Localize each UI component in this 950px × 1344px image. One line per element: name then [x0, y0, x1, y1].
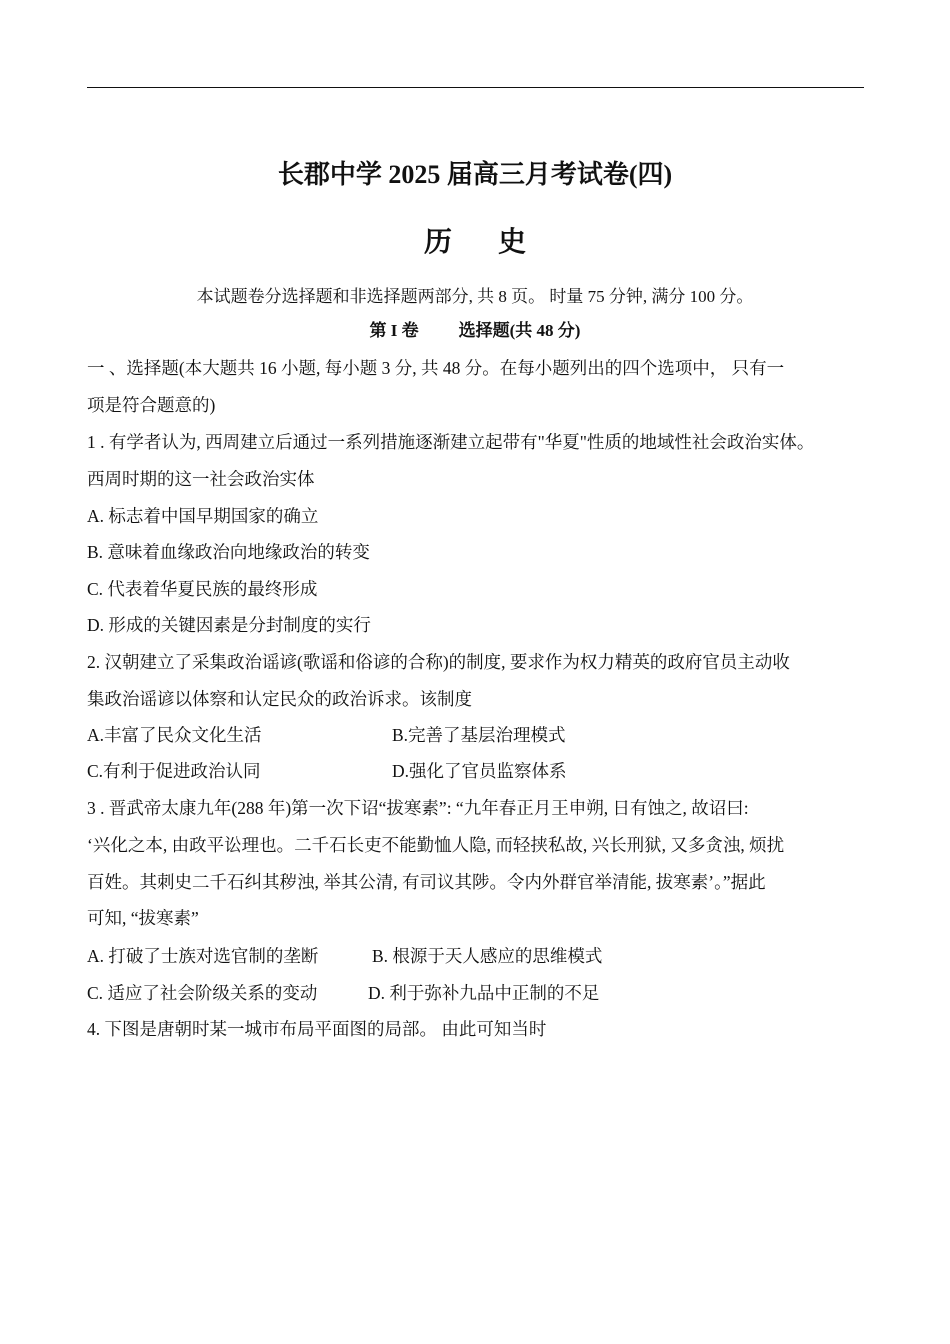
- q3-option-b: B. 根源于天人感应的思维模式: [372, 946, 603, 966]
- subject-char-1: 历: [423, 227, 452, 258]
- q3-stem-line-4: 可知, “拔寒素”: [87, 908, 199, 928]
- q3-option-a: A. 打破了士族对选官制的垄断: [87, 946, 319, 966]
- q2-option-b: B.完善了基层治理模式: [392, 725, 566, 745]
- section-heading: [0, 318, 950, 344]
- q1-stem-line-2: 西周时期的这一社会政治实体: [87, 469, 315, 489]
- q2-stem-line-1: 2. 汉朝建立了采集政治谣谚(歌谣和俗谚的合称)的制度, 要求作为权力精英的政府官员主动收: [87, 652, 790, 672]
- q1-option-d: D. 形成的关键因素是分封制度的实行: [87, 615, 371, 635]
- q1-option-a: A. 标志着中国早期国家的确立: [87, 506, 319, 526]
- q3-stem-line-3: 百姓。其刺史二千石纠其秽浊, 举其公清, 有司议其陟。令内外群官举清能, 拔寒素’。”据此: [87, 872, 766, 892]
- instructions-line-1: 一 、选择题(本大题共 16 小题, 每小题 3 分, 共 48 分。在每小题列出的四个选项中， 只有一: [87, 358, 785, 378]
- q3-option-c: C. 适应了社会阶级关系的变动: [87, 983, 318, 1003]
- exam-intro: 本试题卷分选择题和非选择题两部分, 共 8 页。 时量 75 分钟, 满分 100 分。: [196, 287, 754, 306]
- subject-title: [0, 222, 950, 264]
- q1-stem-line-1: 1 . 有学者认为, 西周建立后通过一系列措施逐渐建立起带有"华夏"性质的地域性社会政治实体。: [87, 432, 815, 452]
- section-title: 选择题(共 48 分): [458, 321, 581, 340]
- q2-option-c: C.有利于促进政治认同: [87, 761, 261, 781]
- instructions-line-2: 项是符合题意的): [87, 395, 216, 415]
- q2-option-d: D.强化了官员监察体系: [392, 761, 567, 781]
- q4-stem-line-1: 4. 下图是唐朝时某一城市布局平面图的局部。 由此可知当时: [87, 1019, 547, 1039]
- q1-option-b: B. 意味着血缘政治向地缘政治的转变: [87, 542, 370, 562]
- q1-option-c: C. 代表着华夏民族的最终形成: [87, 579, 318, 599]
- q2-option-a: A.丰富了民众文化生活: [87, 725, 262, 745]
- header-rule: [87, 87, 864, 88]
- section-number: 第 I 卷: [369, 321, 419, 340]
- q3-option-d: D. 利于弥补九品中正制的不足: [368, 983, 600, 1003]
- q3-stem-line-2: ‘兴化之本, 由政平讼理也。二千石长吏不能勤恤人隐, 而轻挟私故, 兴长刑狱, 又多贪浊, 烦扰: [87, 835, 785, 855]
- q3-stem-line-1: 3 . 晋武帝太康九年(288 年)第一次下诏“拔寒素”: “九年春正月王申朔, 日有蚀之, 故诏曰:: [87, 798, 749, 818]
- exam-title: 长郡中学 2025 届高三月考试卷(四): [277, 160, 673, 189]
- q2-stem-line-2: 集政治谣谚以体察和认定民众的政治诉求。该制度: [87, 689, 472, 709]
- subject-char-2: 史: [498, 227, 527, 258]
